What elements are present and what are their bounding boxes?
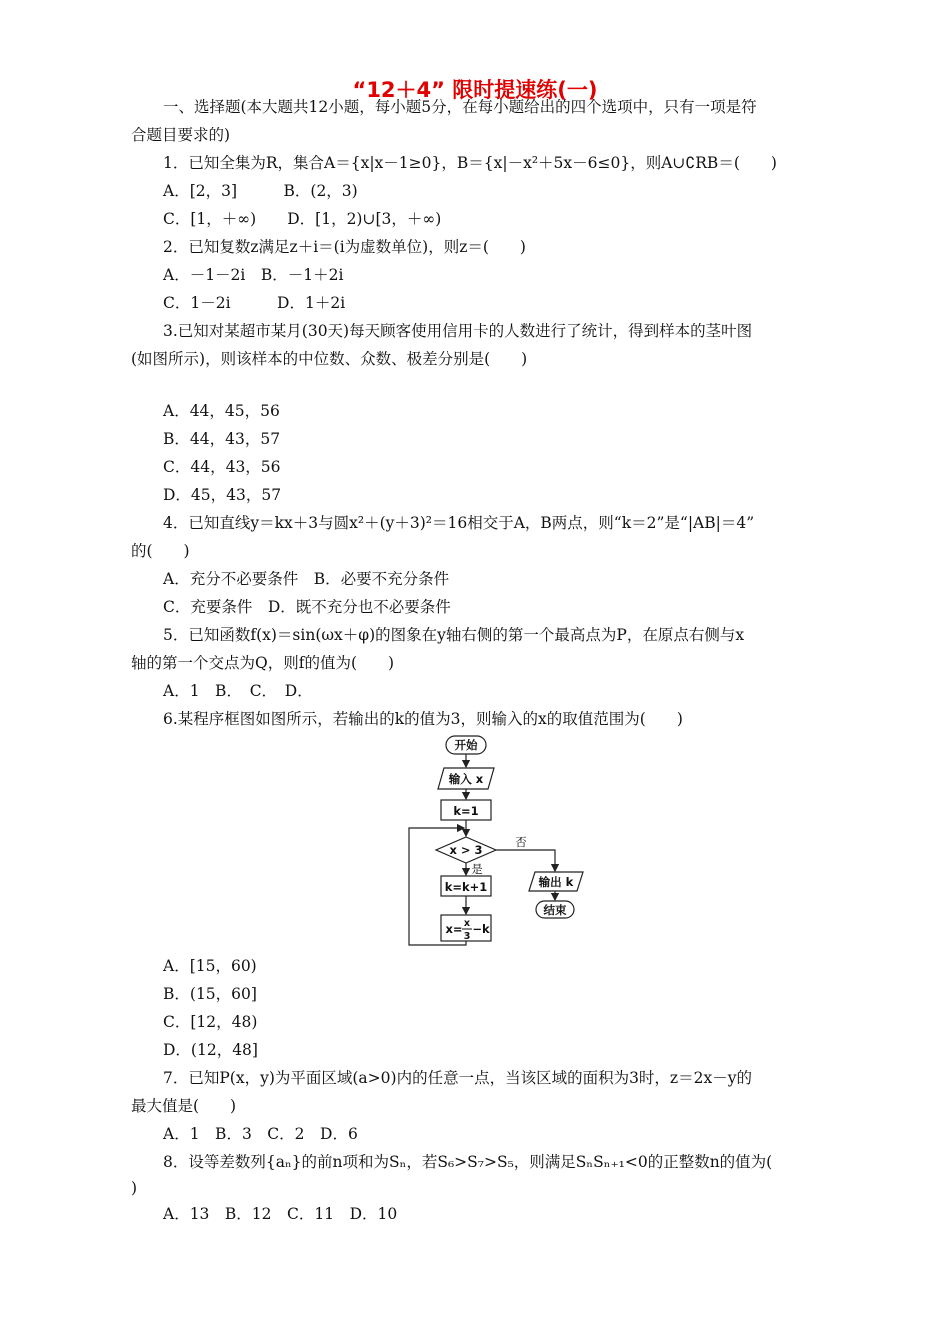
q2-options-cd: C．1－2i D．1＋2i	[163, 294, 346, 312]
flow-condition-label: x > 3	[449, 843, 483, 857]
q6-flowchart	[405, 733, 595, 951]
q7-options: A．1 B．3 C．2 D．6	[163, 1125, 358, 1143]
q6-option-b: B．(15，60]	[163, 985, 257, 1003]
q2-stem: 2．已知复数z满足z＋i＝(i为虚数单位)，则z＝( )	[163, 238, 526, 256]
q1-options-cd: C．[1，＋∞) D．[1，2)∪[3，＋∞)	[163, 210, 442, 228]
q5-stem-line-1: 5．已知函数f(x)＝sin(ωx＋φ)的图象在y轴右侧的第一个最高点为P，在原点右侧与x	[163, 626, 745, 644]
q3-option-d: D．45，43，57	[163, 486, 282, 504]
q7-stem-line-2: 最大值是( )	[131, 1097, 237, 1115]
section-intro-line-2: 合题目要求的)	[131, 126, 231, 144]
flow-fraction-numerator: x	[463, 918, 471, 929]
flow-no-label: 否	[515, 835, 527, 849]
q4-stem-line-1: 4．已知直线y＝kx＋3与圆x²＋(y＋3)²＝16相交于A，B两点，则“k＝2”是“|AB|＝4”	[163, 514, 755, 532]
q1-stem: 1．已知全集为R，集合A＝{x|x－1≥0}，B＝{x|－x²＋5x－6≤0}，则A∪∁RB＝( )	[163, 154, 777, 172]
flow-end-label: 结束	[543, 903, 567, 917]
q4-options-cd: C．充要条件 D．既不充分也不必要条件	[163, 598, 451, 616]
q3-option-b: B．44，43，57	[163, 430, 281, 448]
q4-stem-line-2: 的( )	[131, 542, 190, 560]
q2-options-ab: A．－1－2i B．－1＋2i	[163, 266, 344, 284]
q3-stem-line-1: 3.已知对某超市某月(30天)每天顾客使用信用卡的人数进行了统计，得到样本的茎叶图	[163, 322, 753, 340]
flow-update-x-suffix: −k	[472, 922, 490, 936]
flow-init-label: k=1	[453, 804, 479, 818]
q3-stem-line-2: (如图所示)，则该样本的中位数、众数、极差分别是( )	[131, 350, 528, 368]
q3-option-a: A．44，45，56	[163, 402, 280, 420]
flow-input-label: 输入 x	[448, 772, 484, 786]
q6-option-d: D．(12，48]	[163, 1041, 258, 1059]
q4-options-ab: A．充分不必要条件 B．必要不充分条件	[163, 570, 450, 588]
flow-increment-label: k=k+1	[444, 880, 488, 894]
flow-yes-label: 是	[471, 862, 483, 876]
q3-option-c: C．44，43，56	[163, 458, 281, 476]
flow-fraction-denominator: 3	[463, 931, 471, 942]
q7-stem-line-1: 7．已知P(x，y)为平面区域(a>0)内的任意一点，当该区域的面积为3时，z＝2x－y的	[163, 1069, 752, 1087]
q6-stem: 6.某程序框图如图所示，若输出的k的值为3，则输入的x的取值范围为( )	[163, 710, 683, 728]
page-title: “12＋4” 限时提速练(一)	[352, 78, 598, 102]
q5-options: A．1 B． C． D．	[163, 682, 313, 700]
q8-options: A．13 B．12 C．11 D．10	[163, 1205, 398, 1223]
q6-option-c: C．[12，48)	[163, 1013, 258, 1031]
q5-stem-line-2: 轴的第一个交点为Q，则f的值为( )	[131, 654, 395, 672]
q6-option-a: A．[15，60)	[163, 957, 257, 975]
flow-update-x-prefix: x=	[445, 922, 463, 936]
q8-stem-line-2: )	[131, 1179, 138, 1197]
q1-options-ab: A．[2，3] B．(2，3)	[163, 182, 358, 200]
section-intro-line-1: 一、选择题(本大题共12小题，每小题5分，在每小题给出的四个选项中，只有一项是符	[163, 98, 757, 116]
flow-output-label: 输出 k	[538, 875, 574, 889]
q8-stem-line-1: 8．设等差数列{aₙ}的前n项和为Sₙ，若S₆>S₇>S₅，则满足SₙSₙ₊₁<0的正整数n的值为(	[163, 1153, 773, 1171]
flow-start-label: 开始	[454, 738, 478, 752]
flow-no-branch-line	[496, 850, 555, 871]
